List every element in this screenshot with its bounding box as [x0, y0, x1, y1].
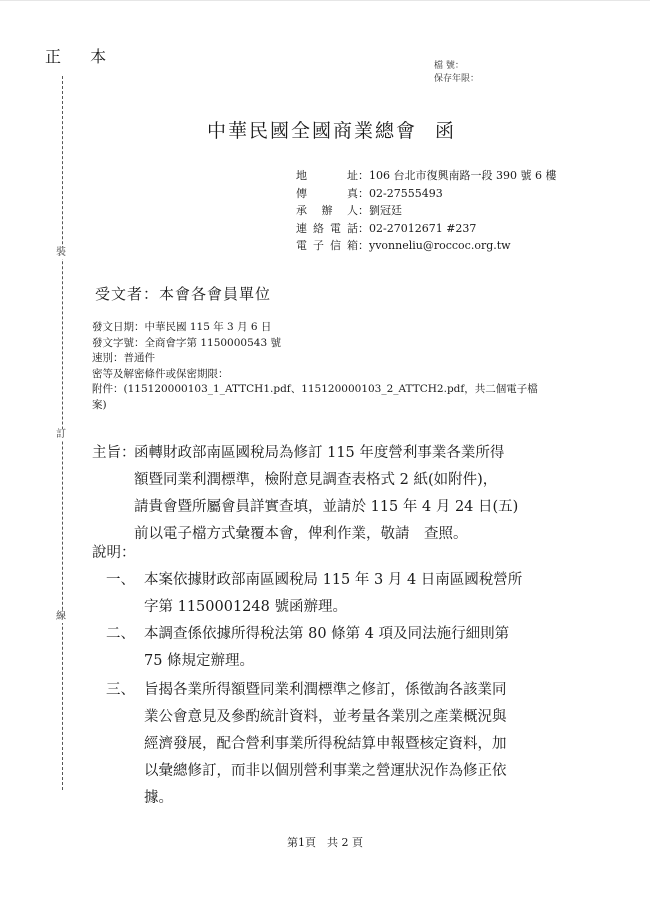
contact-label	[296, 185, 358, 203]
contact-label-char: 電	[330, 221, 341, 235]
secrecy-level: 密等及解密條件或保密期限：	[92, 367, 229, 380]
item-line: 本調查係依據所得稅法第 80 條第 4 項及同法施行細則第	[144, 626, 510, 642]
document-meta	[92, 320, 592, 413]
contact-label-char: 信	[330, 239, 341, 252]
explanation-item-3	[106, 677, 606, 812]
filing-info	[434, 60, 479, 86]
recipient: 受文者：本會各會員單位	[95, 285, 272, 303]
contact-label-char: 箱	[347, 239, 358, 252]
explanation-item-2	[106, 621, 606, 675]
retention-period-label: 保存年限：	[434, 74, 480, 84]
delivery-speed: 速別：普通件	[92, 352, 155, 364]
contact-value: 106 台北市復興南路一段 390 號 6 樓	[369, 169, 557, 182]
contact-value: 02-27012671 #237	[369, 221, 477, 235]
contact-row	[296, 202, 556, 220]
subject-line: 額暨同業利潤標準，檢附意見調查表格式 2 紙(如附件)，	[134, 472, 498, 488]
contact-label-char: 地	[296, 169, 307, 182]
contact-separator: ：	[358, 221, 369, 235]
issue-date: 發文日期：中華民國 115 年 3 月 6 日	[92, 321, 272, 333]
document-type: 函	[435, 120, 457, 142]
item-line: 業公會意見及參酌統計資料，並考量各業別之產業概況與	[144, 709, 507, 725]
contact-separator: ：	[358, 186, 369, 200]
organization-name: 中華民國全國商業總會	[207, 120, 418, 142]
contact-separator: ：	[358, 239, 369, 252]
explanation-item-1	[106, 567, 606, 621]
contact-row	[296, 167, 556, 185]
item-number: 三、	[106, 682, 135, 698]
contact-separator: ：	[358, 204, 369, 217]
contact-label-char: 址	[347, 169, 358, 182]
subject-line: 函轉財政部南區國稅局為修訂 115 年度營利事業各業所得	[134, 445, 505, 461]
contact-label	[296, 220, 358, 238]
item-number: 二、	[106, 626, 135, 642]
binding-mark-middle: 訂	[56, 429, 66, 440]
contact-info	[296, 167, 556, 255]
item-line: 旨揭各業所得額暨同業利潤標準之修訂，係徵詢各該業同	[144, 682, 507, 698]
document-title	[207, 116, 456, 143]
contact-label	[296, 167, 358, 185]
subject-body	[134, 440, 574, 548]
contact-value[interactable]: yvonneliu@roccoc.org.tw	[369, 239, 511, 252]
page-top-edge	[0, 0, 650, 1]
item-line: 經濟發展，配合營利事業所得稅結算申報暨核定資料，加	[144, 736, 507, 752]
contact-label-char: 話	[347, 221, 358, 235]
contact-value: 劉冠廷	[369, 204, 402, 217]
contact-value: 02-27555493	[369, 186, 443, 200]
binding-mark-top: 裝	[56, 247, 66, 258]
contact-label-char: 傳	[296, 186, 307, 200]
subject-line: 前以電子檔方式彙覆本會，俾利作業，敬請 查照。	[134, 526, 468, 542]
item-line: 本案依據財政部南區國稅局 115 年 3 月 4 日南區國稅營所	[144, 572, 523, 588]
contact-label-char: 子	[313, 239, 324, 252]
contact-separator: ：	[358, 169, 369, 182]
binding-mark-bottom: 線	[56, 611, 66, 622]
contact-label-char: 人	[347, 204, 358, 217]
contact-row	[296, 237, 556, 255]
item-line: 75 條規定辦理。	[144, 653, 255, 669]
contact-label	[296, 202, 358, 220]
document-number: 發文字號：全商會字第 1150000543 號	[92, 336, 281, 349]
explanation-label: 說明：	[92, 545, 136, 561]
item-line: 據。	[144, 790, 173, 806]
contact-label-char: 連	[296, 221, 307, 235]
subject-label: 主旨：	[92, 445, 136, 461]
item-line: 字第 1150001248 號函辦理。	[144, 599, 347, 615]
contact-label-char: 真	[347, 186, 358, 200]
contact-label-char: 辦	[321, 204, 333, 217]
file-number-label: 檔 號：	[434, 61, 464, 71]
contact-label-char: 電	[296, 239, 307, 252]
contact-label-char: 承	[296, 204, 307, 217]
item-number: 一、	[106, 572, 135, 588]
attachments-line-2: 案)	[92, 398, 107, 411]
item-line: 以彙總修訂，而非以個別營利事業之營運狀況作為修正依	[144, 763, 507, 779]
contact-row	[296, 220, 556, 238]
contact-row	[296, 185, 556, 203]
subject-line: 請貴會暨所屬會員詳實查填，並請於 115 年 4 月 24 日(五)	[134, 499, 519, 515]
subject-section	[92, 440, 572, 548]
attachments-line-1[interactable]: 附件：(115120000103_1_ATTCH1.pdf、115120000103_2_ATTCH2.pdf，共二個電子檔	[92, 383, 538, 395]
contact-label	[296, 237, 358, 255]
contact-label-char: 絡	[313, 221, 324, 235]
copy-mark: 正 本	[45, 47, 119, 66]
page-number: 第1頁 共 2 頁	[287, 836, 363, 849]
